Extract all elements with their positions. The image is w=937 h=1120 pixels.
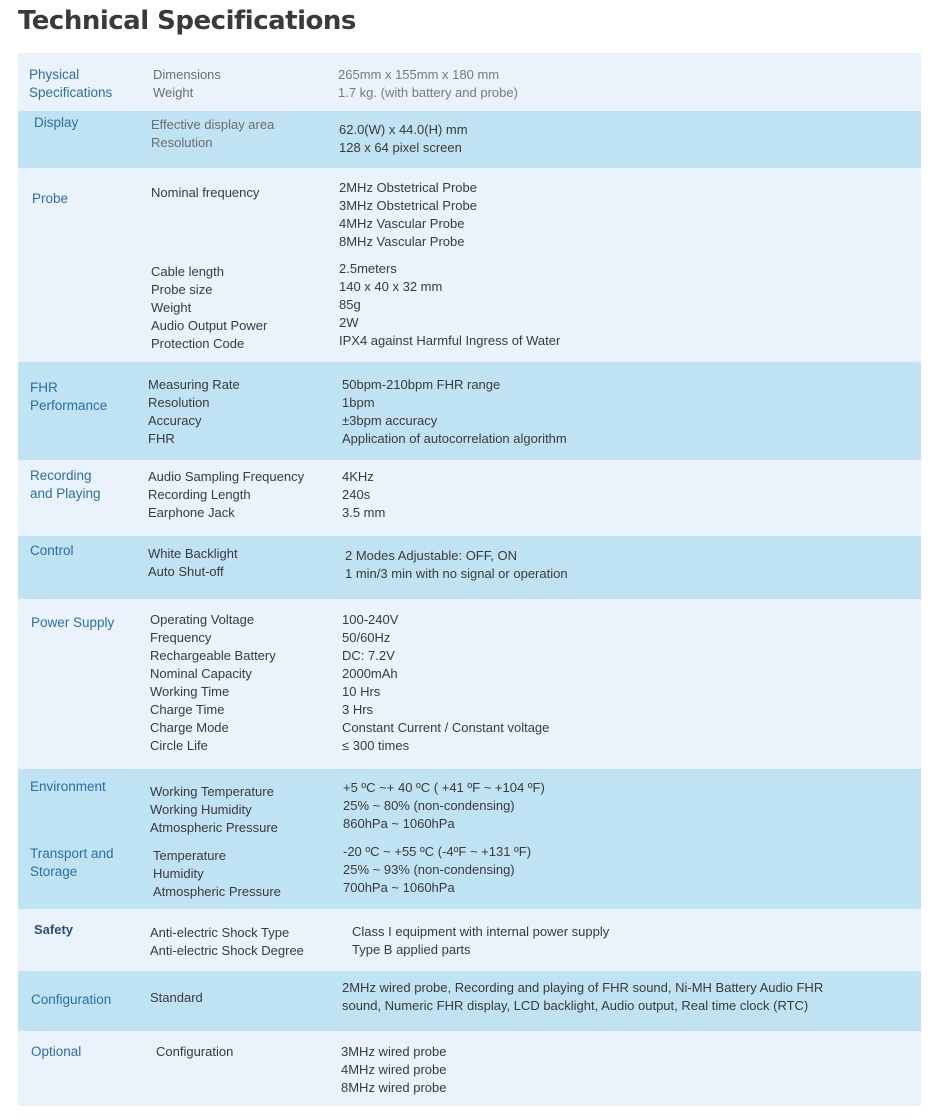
spec-label-standard: Standard xyxy=(150,990,203,1005)
spec-label-cable-length: Cable length xyxy=(151,264,224,279)
spec-value-fhr-resolution: 1bpm xyxy=(342,395,375,410)
spec-value-probe-2mhz: 2MHz Obstetrical Probe xyxy=(339,180,477,195)
labels-optional xyxy=(156,1043,233,1061)
section-probe xyxy=(18,168,921,362)
spec-value-accuracy: ±3bpm accuracy xyxy=(342,413,438,428)
spec-label-nominal-frequency: Nominal frequency xyxy=(151,185,260,200)
section-header-environment: Environment xyxy=(30,779,106,794)
spec-label-optional-configuration: Configuration xyxy=(156,1044,234,1059)
section-header-power: Power Supply xyxy=(31,615,115,630)
spec-label-probe-size: Probe size xyxy=(151,282,213,297)
values-probe-details xyxy=(339,260,560,350)
spec-value-recording-length: 240s xyxy=(342,487,371,502)
spec-label-dimensions: Dimensions xyxy=(153,67,221,82)
spec-value-capacity: 2000mAh xyxy=(342,666,398,681)
spec-label-charge-mode: Charge Mode xyxy=(150,720,229,735)
page-title: Technical Specifications xyxy=(18,6,356,36)
spec-label-auto-shutoff: Auto Shut-off xyxy=(148,564,224,579)
labels-probe-details xyxy=(151,263,267,353)
section-recording xyxy=(18,460,921,536)
spec-label-atmospheric-pressure: Atmospheric Pressure xyxy=(150,820,278,835)
spec-label-display-resolution: Resolution xyxy=(151,135,213,150)
spec-label-operating-voltage: Operating Voltage xyxy=(150,612,255,627)
values-configuration xyxy=(342,979,862,1015)
section-configuration xyxy=(18,971,921,1031)
section-environment xyxy=(18,769,921,909)
spec-value-display-area: 62.0(W) x 44.0(H) mm xyxy=(339,122,468,137)
spec-label-battery: Rechargeable Battery xyxy=(150,648,276,663)
spec-label-shock-type: Anti-electric Shock Type xyxy=(150,925,290,940)
values-optional xyxy=(341,1043,447,1097)
spec-value-measuring-rate: 50bpm-210bpm FHR range xyxy=(342,377,501,392)
spec-value-atmospheric-pressure: 860hPa ~ 1060hPa xyxy=(343,816,455,831)
spec-value-optional-3mhz: 3MHz wired probe xyxy=(341,1044,447,1059)
spec-value-probe-size: 140 x 40 x 32 mm xyxy=(339,279,443,294)
spec-value-charge-mode: Constant Current / Constant voltage xyxy=(342,720,550,735)
spec-label-measuring-rate: Measuring Rate xyxy=(148,377,240,392)
labels-transport xyxy=(153,847,281,901)
spec-label-accuracy: Accuracy xyxy=(148,413,202,428)
section-physical xyxy=(18,53,921,111)
spec-value-storage-pressure: 700hPa ~ 1060hPa xyxy=(343,880,455,895)
values-physical xyxy=(338,66,518,102)
labels-fhr xyxy=(148,376,240,448)
section-safety xyxy=(18,909,921,971)
spec-value-probe-8mhz: 8MHz Vascular Probe xyxy=(339,234,465,249)
spec-value-sampling-frequency: 4KHz xyxy=(342,469,374,484)
spec-label-earphone-jack: Earphone Jack xyxy=(148,505,235,520)
section-header-control: Control xyxy=(30,543,74,558)
labels-configuration xyxy=(150,989,203,1007)
spec-value-working-time: 10 Hrs xyxy=(342,684,381,699)
section-header-safety: Safety xyxy=(34,922,74,937)
spec-value-working-humidity: 25% ~ 80% (non-condensing) xyxy=(343,798,515,813)
spec-value-circle-life: ≤ 300 times xyxy=(342,738,410,753)
section-header-physical: Physical Specifications xyxy=(29,67,113,100)
spec-label-protection-code: Protection Code xyxy=(151,336,245,351)
spec-value-cable-length: 2.5meters xyxy=(339,261,397,276)
spec-label-white-backlight: White Backlight xyxy=(148,546,238,561)
labels-control xyxy=(148,545,238,581)
values-power xyxy=(342,611,549,755)
labels-recording xyxy=(148,468,304,522)
spec-value-fhr: Application of autocorrelation algorithm xyxy=(342,431,567,446)
spec-label-audio-power: Audio Output Power xyxy=(151,318,268,333)
spec-label-storage-temperature: Temperature xyxy=(153,848,226,863)
labels-display xyxy=(151,116,274,152)
spec-value-weight: 1.7 kg. (with battery and probe) xyxy=(338,85,518,100)
labels-environment xyxy=(150,783,278,837)
spec-value-optional-8mhz: 8MHz wired probe xyxy=(341,1080,447,1095)
spec-value-storage-humidity: 25% ~ 93% (non-condensing) xyxy=(343,862,515,877)
spec-value-probe-weight: 85g xyxy=(339,297,361,312)
spec-label-working-humidity: Working Humidity xyxy=(150,802,252,817)
spec-value-frequency: 50/60Hz xyxy=(342,630,391,645)
values-recording xyxy=(342,468,385,522)
section-header-recording: Recording and Playing xyxy=(30,468,101,501)
spec-label-recording-length: Recording Length xyxy=(148,487,251,502)
spec-label-charge-time: Charge Time xyxy=(150,702,225,717)
section-header-fhr: FHR Performance xyxy=(30,380,108,413)
spec-label-frequency: Frequency xyxy=(150,630,212,645)
spec-value-white-backlight: 2 Modes Adjustable: OFF, ON xyxy=(345,548,517,563)
labels-physical xyxy=(153,66,221,102)
section-header-configuration: Configuration xyxy=(31,992,112,1007)
values-transport xyxy=(343,843,531,897)
spec-label-weight: Weight xyxy=(153,85,194,100)
section-display xyxy=(18,111,921,168)
values-probe-frequency xyxy=(339,179,477,251)
section-fhr xyxy=(18,362,921,460)
spec-value-earphone-jack: 3.5 mm xyxy=(342,505,386,520)
section-header-display: Display xyxy=(34,115,79,130)
spec-value-shock-type: Class I equipment with internal power supply xyxy=(352,924,610,939)
spec-value-protection-code: IPX4 against Harmful Ingress of Water xyxy=(339,333,561,348)
spec-label-shock-degree: Anti-electric Shock Degree xyxy=(150,943,304,958)
labels-safety xyxy=(150,924,304,960)
spec-value-audio-power: 2W xyxy=(339,315,359,330)
spec-value-storage-temperature: -20 ºC ~ +55 ºC (-4ºF ~ +131 ºF) xyxy=(343,844,532,859)
spec-value-operating-voltage: 100-240V xyxy=(342,612,399,627)
values-fhr xyxy=(342,376,567,448)
labels-probe-frequency xyxy=(151,184,259,202)
spec-label-storage-humidity: Humidity xyxy=(153,866,204,881)
spec-value-standard: 2MHz wired probe, Recording and playing of FHR sound, Ni-MH Battery Audio FHR sound, Numeric FHR display, LCD backlight, Audio output, Real time clock (RTC) xyxy=(342,980,824,1013)
spec-value-shock-degree: Type B applied parts xyxy=(352,942,471,957)
spec-label-storage-pressure: Atmospheric Pressure xyxy=(153,884,281,899)
section-header-transport: Transport and Storage xyxy=(30,846,114,879)
values-safety xyxy=(352,923,609,959)
spec-label-fhr-resolution: Resolution xyxy=(148,395,210,410)
spec-label-capacity: Nominal Capacity xyxy=(150,666,252,681)
section-header-optional: Optional xyxy=(31,1044,82,1059)
labels-power xyxy=(150,611,276,755)
spec-label-probe-weight: Weight xyxy=(151,300,192,315)
section-power xyxy=(18,599,921,769)
values-environment xyxy=(343,779,545,833)
spec-label-working-time: Working Time xyxy=(150,684,230,699)
spec-label-sampling-frequency: Audio Sampling Frequency xyxy=(148,469,305,484)
spec-value-charge-time: 3 Hrs xyxy=(342,702,374,717)
section-optional xyxy=(18,1031,921,1106)
spec-label-display-area: Effective display area xyxy=(151,117,275,132)
values-control xyxy=(345,547,568,583)
spec-label-fhr: FHR xyxy=(148,431,175,446)
spec-value-optional-4mhz: 4MHz wired probe xyxy=(341,1062,447,1077)
spec-value-probe-3mhz: 3MHz Obstetrical Probe xyxy=(339,198,477,213)
spec-label-working-temperature: Working Temperature xyxy=(150,784,274,799)
spec-value-auto-shutoff: 1 min/3 min with no signal or operation xyxy=(345,566,568,581)
spec-value-probe-4mhz: 4MHz Vascular Probe xyxy=(339,216,465,231)
values-display xyxy=(339,121,468,157)
spec-value-working-temperature: +5 ºC ~+ 40 ºC ( +41 ºF ~ +104 ºF) xyxy=(343,780,545,795)
section-header-probe: Probe xyxy=(32,191,69,206)
spec-value-battery: DC: 7.2V xyxy=(342,648,395,663)
spec-table xyxy=(18,53,921,1106)
spec-value-dimensions: 265mm x 155mm x 180 mm xyxy=(338,67,500,82)
section-control xyxy=(18,536,921,599)
spec-label-circle-life: Circle Life xyxy=(150,738,208,753)
spec-value-display-resolution: 128 x 64 pixel screen xyxy=(339,140,462,155)
